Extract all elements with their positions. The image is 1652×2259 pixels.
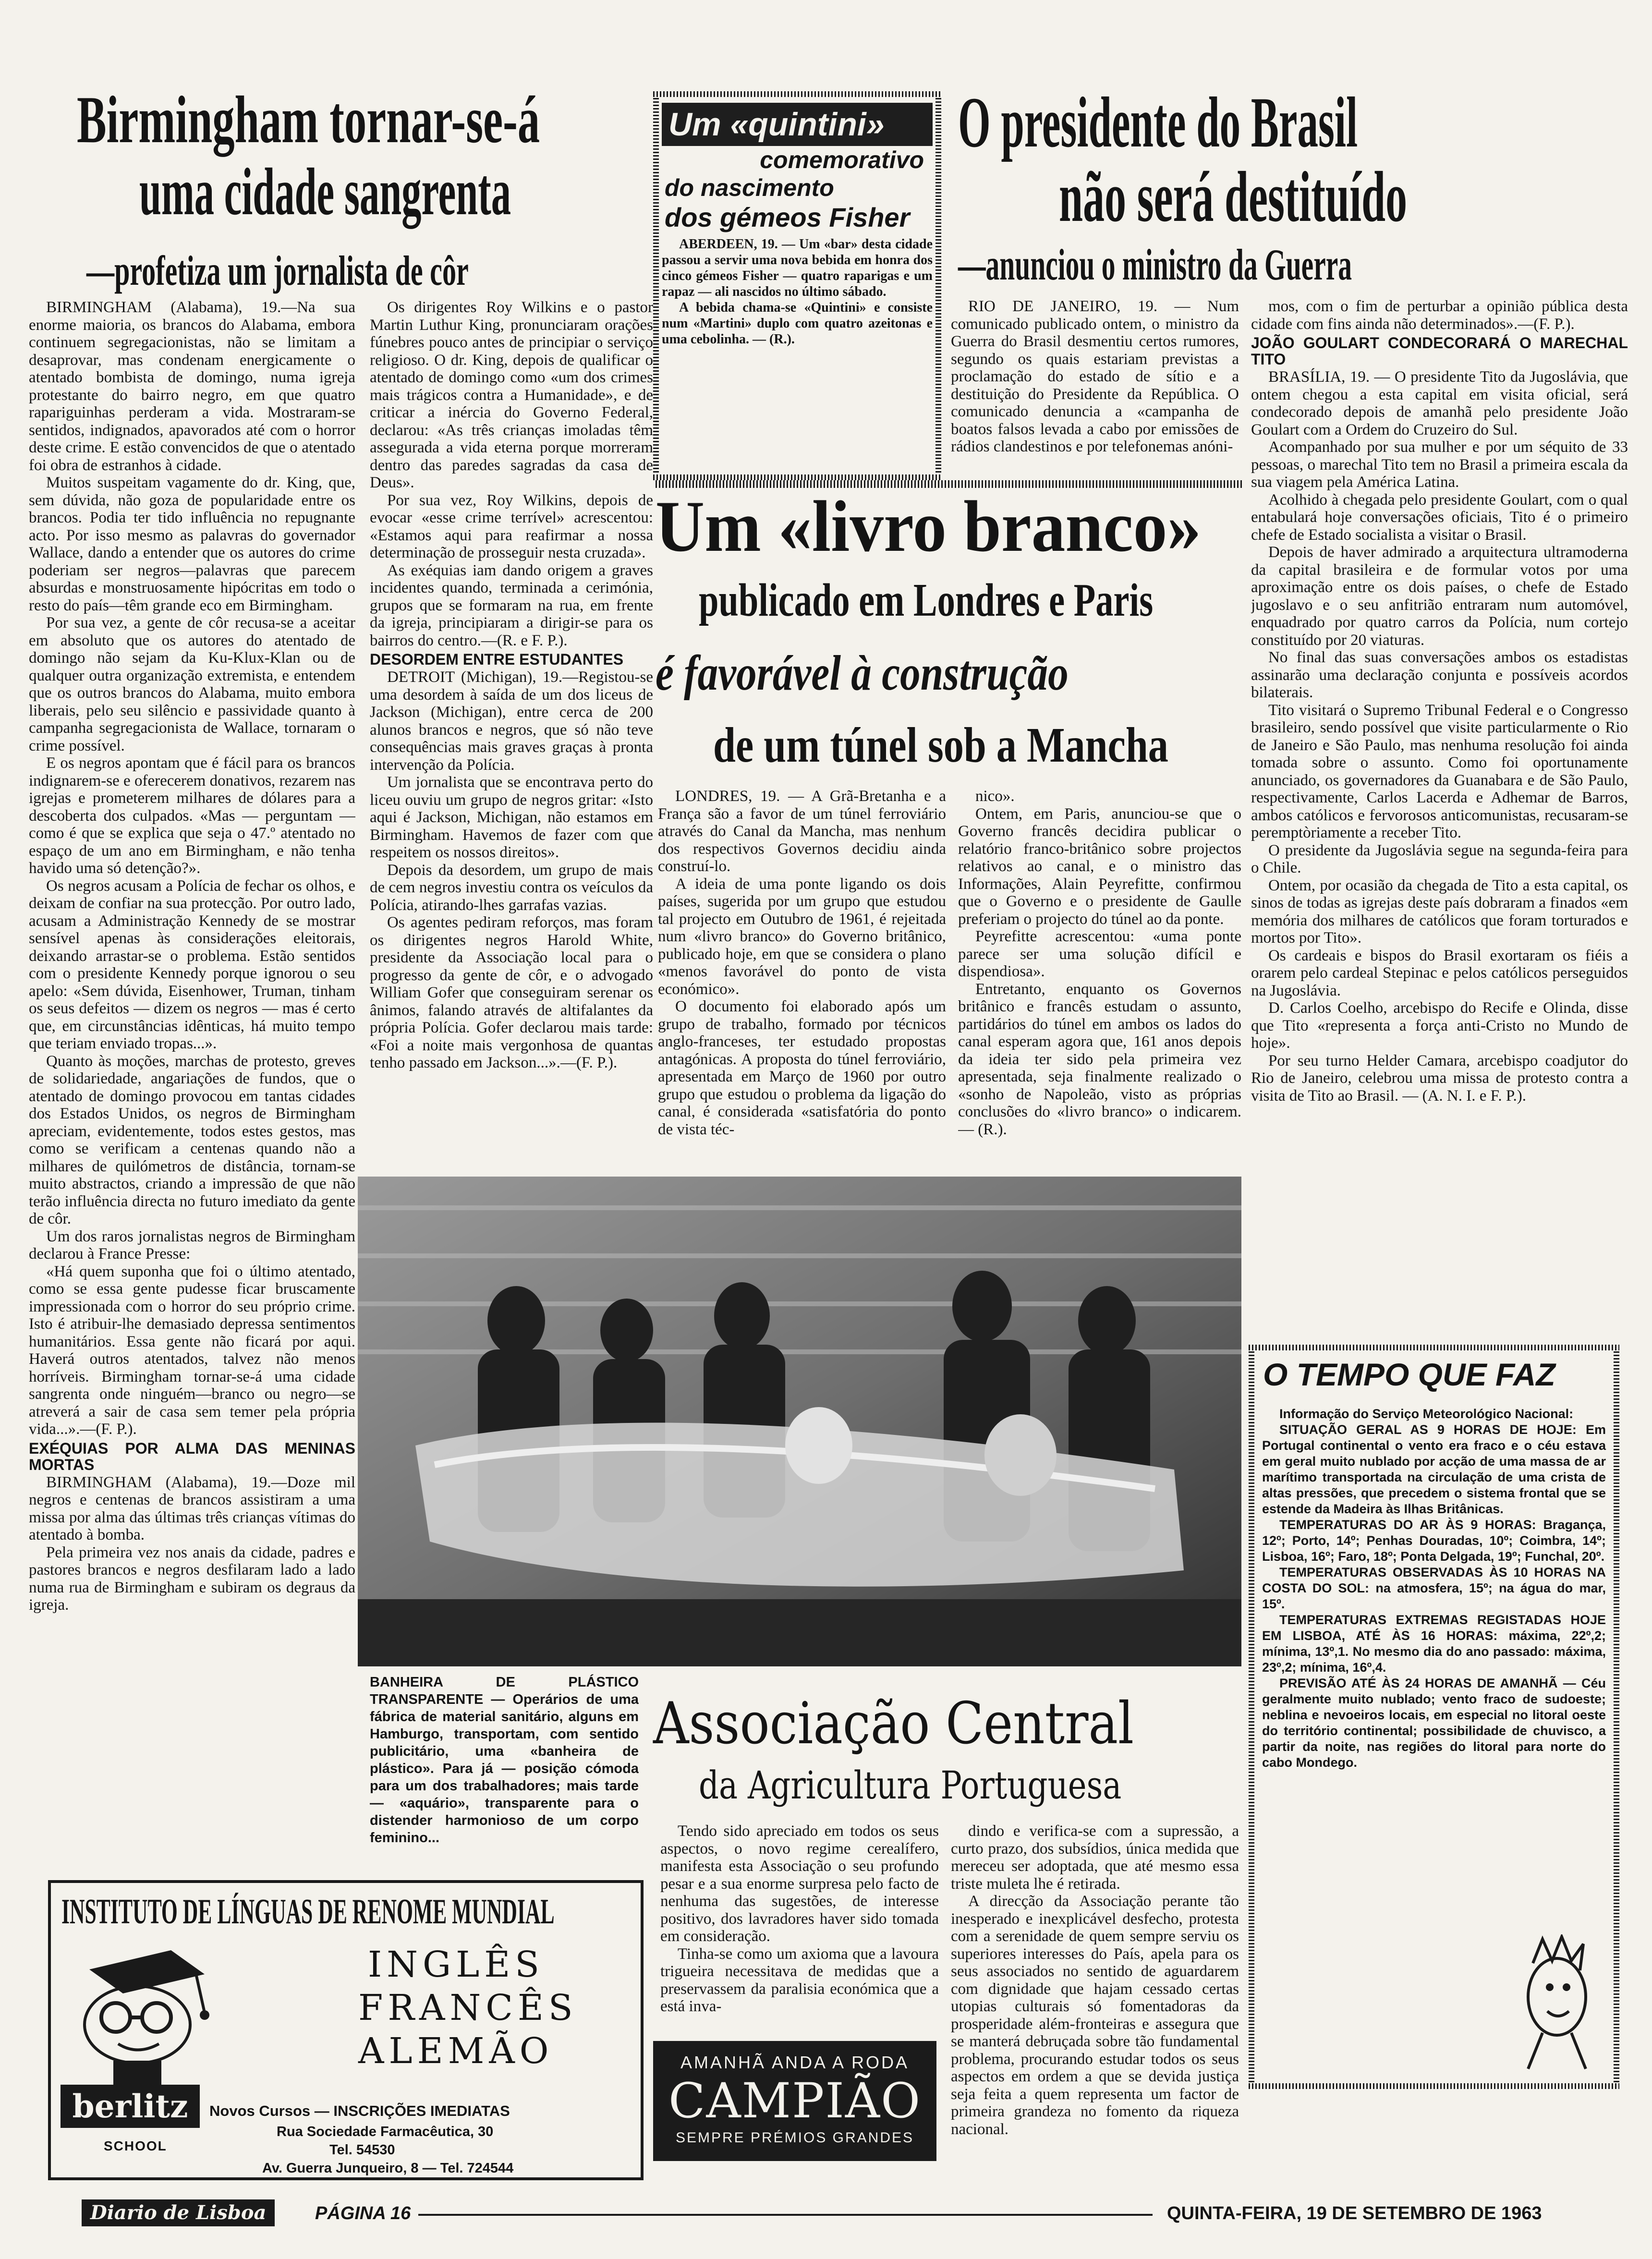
berlitz-phone-1: Tel. 54530 — [329, 2142, 395, 2158]
weather-costa-head: TEMPERATURAS OBSERVADAS ÀS 10 HORAS NA COSTA DO SOL: — [1262, 1565, 1606, 1595]
livro-column-1 — [658, 788, 946, 1172]
associacao-paragraph: Tendo sido apreciado em todos os seus aspectos, o novo regime cerealífero, manifesta esta Associação o seu profundo pesar e a sua enorme surpresa pelo facto de nenhuma das sugestões, de interesse positivo, dos lavradores haver sido tomada em consideração. — [660, 1822, 939, 1945]
brasil-headline — [958, 83, 1630, 298]
bathtub-photo — [358, 1177, 1241, 1666]
tito-paragraph: No final das suas conversações ambos os estadistas assinarão uma declaração conjunta e possíveis acordos bilaterais. — [1251, 649, 1628, 701]
tito-paragraph: O presidente da Jugoslávia segue na segunda-feira para o Chile. — [1251, 841, 1628, 876]
livro-paragraph: nico». — [975, 788, 1015, 805]
livro-headline-line2: publicado em Londres e Paris — [699, 574, 1154, 626]
tito-paragraph: Tito visitará o Supremo Tribunal Federal e o Congresso brasileiro, sendo possível que visite particularmente o Rio de Janeiro e São Paulo, mas nenhuma resolução foi ainda tomada sobre o assunto. Como foi oportunamente anunciado, os governadores da Guanabara e de São Paulo, respectivamente, Carlos Lacerda e Adhemar de Barros, ambos católicos e fervorosos anticomunistas, recusaram-se peremptòriamente a receber Tito. — [1251, 701, 1628, 841]
quintini-border-bottom — [653, 474, 941, 480]
livro-paragraph: LONDRES, 19. — A Grã-Bretanha e a França são a favor de um túnel ferroviário através do Canal da Mancha, mas nenhum dos respectivos Governos decidiu ainda construí-lo. — [658, 788, 946, 875]
birmingham-paragraph: «Há quem suponha que foi o último atentado, como se essa gente pudesse ficar bruscamente impressionada com o horror do seu próprio crime. Isto é atribuir-lhe demasiado depressa sentimentos humanitários. Essa gente não ficará por aqui. Haverá outros atentados, talvez não menos horríveis. Birmingham tornar-se-á uma cidade sangrenta onde ninguém—branco ou negro—se atreverá a sair de casa sem temer pela própria vida...».—(F. P.). — [29, 1263, 355, 1438]
desordem-paragraph: DETROIT (Michigan), 19.—Registou-se uma desordem à saída de um dos liceus de Jackson (Michigan), entre cerca de 200 alunos brancos e negros, que só não teve consequências mais graves graças à pronta intervenção da Polícia. — [370, 668, 653, 774]
quintini-subtitle-1: comemorativo — [760, 146, 924, 173]
weather-situation: Em Portugal continental o vento era fraco e o céu estava em geral muito nublado por acção de uma massa de ar marítimo transportada na circulação de uma crista de altas pressões, que precedem o sistema frontal que se estende da Madeira às Ilhas Britânicas. — [1262, 1422, 1606, 1516]
berlitz-ad — [48, 1880, 644, 2180]
footer-date: QUINTA-FEIRA, 19 DE SETEMBRO DE 1963 — [1162, 2202, 1547, 2225]
associacao-paragraph: dindo e verifica-se com a supressão, a curto prazo, dos subsídios, única medida que mereceu ser adoptada, que até mesmo essa triste muleta lhe é retirada. — [951, 1822, 1239, 1893]
weather-temp: Bragança, 12º; Porto, 14º; Penhas Douradas, 10º; Coimbra, 14º; Lisboa, 16º; Faro, 18º; Ponta Delgada, 19º; Funchal, 20º. — [1262, 1518, 1606, 1564]
berlitz-mascot-icon — [61, 1941, 214, 2085]
tito-paragraph: Depois de haver admirado a arquitectura ultramoderna da capital brasileira e de formular votos por uma aproximação entre os dois países, o chefe de Estado jugoslavo e o seu anfitrião entraram num automóvel, enquadrado por quatro carros da Polícia, num cortejo constituído por 20 viaturas. — [1251, 544, 1628, 649]
quintini-border-top — [653, 91, 941, 97]
livro-headline-line4: de um túnel sob a Mancha — [713, 717, 1168, 773]
tito-paragraph: Acolhido à chegada pelo presidente Goulart, com o qual entabulará hoje conversações oficiais, Tito é o primeiro chefe de Estado socialista a visitar o Brasil. — [1251, 491, 1628, 544]
weather-forecast: Céu geralmente muito nublado; vento fraco de sudoeste; neblina e nevoeiros locais, em especial no litoral oeste do território continental; possibilidade de chuvisco, a partir da noite, nas regiões do litoral para norte do cabo Mondego. — [1262, 1676, 1606, 1770]
campiao-top: AMANHÃ ANDA A RODA — [680, 2053, 910, 2072]
brasil-paragraph: RIO DE JANEIRO, 19. — Num comunicado publicado ontem, o ministro da Guerra do Brasil desmentiu certos rumores, segundo os quais estariam previstas a proclamação do estado de sítio e a destituição do Presidente da República. O comunicado denuncia a «campanha de boatos falsos levada a cabo por emissões de rádios clandestinos e por telefonemas anóni- — [951, 298, 1239, 455]
birmingham-column-2 — [370, 299, 653, 1216]
tito-paragraph: Acompanhado por sua mulher e por um séquito de 33 pessoas, o marechal Tito tem no Brasil a primeira escala da sua viagem pela América Latina. — [1251, 438, 1628, 491]
tito-paragraph: Os cardeais e bispos do Brasil exortaram os fiéis a orarem pelo cardeal Stepinac e pelos católicos perseguidos na Jugoslávia. — [1251, 947, 1628, 999]
footer-rule-right — [480, 2214, 1153, 2216]
berlitz-courses: Novos Cursos — INSCRIÇÕES IMEDIATAS — [209, 2102, 510, 2119]
birmingham-paragraph: BIRMINGHAM (Alabama), 19.—Na sua enorme maioria, os brancos do Alabama, embora continuem segregacionistas, não se limitam a desaprovar, mas condenam energicamente o atentado bombista de domingo, numa igreja protestante do bairro negro, em que quatro rapariguinhas perderam a vida. Mostraram-se sentidos, indignados, apavorados até com o horror deste crime. E estão convencidos de que o atentado foi obra de estranhos à cidade. — [29, 299, 355, 474]
associacao-paragraph: Tinha-se como um axioma que a lavoura trigueira necessitava de medidas que a preservassem da paralisia económica que a está inva- — [660, 1945, 939, 2015]
livro-headline-line3: é favorável à construção — [656, 645, 1069, 701]
weather-temp-head: TEMPERATURAS DO AR ÀS 9 HORAS: — [1279, 1518, 1536, 1532]
brasil-paragraph: mos, com o fim de perturbar a opinião pública desta cidade com fins ainda não determinados».—(F. P.). — [1251, 298, 1628, 333]
berlitz-school: SCHOOL — [104, 2138, 167, 2153]
associacao-paragraph: A direcção da Associação perante tão inesperado e inexplicável desfecho, protesta com a serenidade de quem sempre serviu os superiores interesses do País, apela para os seus associados no sentido de aguardarem com dignidade que hajam cessado certas utopias culturais só fomentadoras da prosperidade além-fronteiras e assegura que se manterá debruçada sobre tão fundamental problema, procurando estudar todos os seus aspectos em ordem a que se devida justiça seja feita a quem representa um factor de primeira grandeza no fomento da riqueza nacional. — [951, 1893, 1239, 2138]
weather-intro: Informação do Serviço Meteorológico Nacional: — [1279, 1407, 1574, 1421]
livro-headline-line1: Um «livro branco» — [656, 486, 1202, 567]
berlitz-address-2: Av. Guerra Junqueiro, 8 — Tel. 724544 — [262, 2161, 514, 2176]
livro-column-2 — [958, 788, 1241, 1172]
weather-box — [1258, 1354, 1610, 2079]
footer-page-number: PÁGINA 16 — [307, 2202, 418, 2225]
exequias-subhead: EXÉQUIAS POR ALMA DAS MENINAS MORTAS — [29, 1439, 355, 1473]
livro-paragraph: O documento foi elaborado após um grupo de trabalho, formado por técnicos anglo-franceses, ter estudado propostas antagónicas. A proposta do túnel ferroviário, apresentada em Março de 1960 por outro grupo que estudou o problema da ligação do canal, é considerada «satisfatória do ponto de vista téc- — [658, 998, 946, 1138]
birmingham-paragraph: Os negros acusam a Polícia de fechar os olhos, e deixam de confiar na sua protecção. Por outro lado, acusam a Administração Kennedy de se mostrar sensível apenas às considerações eleitorais, deixando arrastar-se o problema. Estão sentidos com o presidente Kennedy porque ignorou o seu apelo: «Sem dúvida, Eisenhower, Truman, tinham os seus defeitos — dizem os negros — mas é certo que, em circunstâncias idênticas, há muito tempo que teriam enviado tropas...». — [29, 877, 355, 1052]
tito-paragraph: Por seu turno Helder Camara, arcebispo coadjutor do Rio de Janeiro, celebrou uma missa de protesto contra a visita de Tito ao Brasil. — (A. N. I. e F. P.). — [1251, 1052, 1628, 1105]
associacao-headline-line1: Associação Central — [653, 1690, 1134, 1757]
weather-cartoon-icon — [1499, 1934, 1605, 2078]
weather-title: O TEMPO QUE FAZ — [1263, 1357, 1555, 1392]
quintini-subtitle-3: dos gémeos Fisher — [665, 202, 910, 232]
tempo-border-bottom — [1249, 2083, 1619, 2089]
brasil-headline-line2: não será destituído — [1059, 157, 1408, 237]
desordem-paragraph: Os agentes pediram reforços, mas foram os dirigentes negros Harold White, presidente da Associação local para o progresso da gente de côr, e o advogado William Gofer que conseguiram serenar os ânimos, falando através de altifalantes da própria Polícia. Gofer declarou mais tarde: «Foi a noite mais vergonhosa de quantas tenho passado em Jackson...».—(F. P.). — [370, 914, 653, 1071]
birmingham-paragraph: Um dos raros jornalistas negros de Birmingham declarou à France Presse: — [29, 1227, 355, 1263]
weather-forecast-head: PREVISÃO ATÉ ÀS 24 HORAS DE AMANHÃ — — [1279, 1676, 1576, 1690]
berlitz-title: INSTITUTO DE LÍNGUAS DE RENOME MUNDIAL — [61, 1892, 555, 1931]
desordem-paragraph: Um jornalista que se encontrava perto do liceu ouviu um grupo de negros gritar: «Isto aqui é Jackson, Michigan, não estamos em Birmingham. Havemos de fazer com que respeitem os nossos direitos». — [370, 774, 653, 861]
tempo-border-top — [1249, 1345, 1619, 1350]
photo-caption-text: — Operários de uma fábrica de material sanitário, alguns em Hamburgo, transportam, com sentido publicitário, uma «banheira de plástico». Para já — posição cómoda para um dos trabalhadores; mais tarde — «aquário», transparente para o distender harmonioso de um corpo feminino... — [370, 1692, 639, 1846]
quintini-title: Um «quintini» — [662, 103, 933, 146]
exequias-paragraph: Pela primeira vez nos anais da cidade, padres e pastores brancos e negros desfilaram lado a lado numa rua de Birmingham e subiram os degraus da igreja. — [29, 1543, 355, 1614]
birmingham-paragraph: Os dirigentes Roy Wilkins e o pastor Martin Luthur King, pronunciaram orações fúnebres pouco antes de principiar o serviço religioso. O dr. King, depois de qualificar o atentado de domingo como «um dos crimes mais trágicos contra a Humanidade», e de criticar a inércia do Governo Federal, declarou: «As três crianças imoladas têm assegurada a vida eterna porque morreram dentro das paredes sagradas da casa de Deus». — [370, 299, 653, 491]
bathtub-photo-image — [358, 1177, 1241, 1666]
livro-paragraph: Entretanto, enquanto os Governos britânico e francês estudam o assunto, partidários do túnel em ambos os lados do canal esperam agora que, 161 anos depois da ideia ter sido pela primeira vez apresentada, seja finalmente realizado o «sonho de Napoleão, visto as próprias conclusões do «livro branco» o indicarem. — (R.). — [958, 980, 1241, 1138]
associacao-column-2 — [951, 1822, 1239, 2207]
weather-extremes: máxima, 22º,2; mínima, 13º,1. No mesmo dia do ano passado: máxima, 23º,2; mínima, 16º,4. — [1262, 1628, 1606, 1675]
livro-paragraph: A ideia de uma ponte ligando os dois países, sugerida por um grupo que estudou tal projecto em Outubro de 1961, é rejeitada num «livro branco» do Governo britânico, publicado hoje, em que se considera o plano «menos favorável do ponto de vista económico». — [658, 875, 946, 998]
brasil-headline-line1: O presidente do Brasil — [958, 83, 1358, 162]
desordem-paragraph: Depois da desordem, um grupo de mais de cem negros investiu contra os veículos da Polícia, atirando-lhes garrafas vazias. — [370, 861, 653, 914]
tempo-border-right — [1614, 1345, 1619, 2089]
brasil-column-2 — [1251, 298, 1628, 1316]
livro-paragraph: Ontem, em Paris, anunciou-se que o Governo francês decidira publicar o relatório franco-britânico sobre projectos relativos ao canal, e o ministro das Informações, Alain Peyrefitte, confirmou que o Governo e o presidente de Gaulle preferiam o projecto do túnel ao da ponte. — [958, 805, 1241, 928]
photo-caption — [370, 1674, 639, 1861]
footer-masthead: Diario de Lisboa — [82, 2199, 275, 2226]
quintini-border-right — [935, 91, 941, 480]
birmingham-paragraph: As exéquias iam dando origem a graves incidentes quando, terminada a cerimónia, grupos que se formaram na rua, em frente da igreja, principiaram a dirigir-se para os bairros do centro.—(R. e F. P.). — [370, 561, 653, 649]
berlitz-address-1: Rua Sociedade Farmacêutica, 30 — [277, 2124, 494, 2139]
quintini-box — [662, 100, 933, 473]
weather-extremes-head: TEMPERATURAS EXTREMAS REGISTADAS HOJE EM LISBOA, ATÉ ÀS 16 HORAS: — [1262, 1613, 1606, 1643]
tempo-border-left — [1249, 1345, 1254, 2089]
brasil-column-1 — [951, 298, 1239, 471]
berlitz-lang-english: INGLÊS — [368, 1944, 544, 1985]
tito-subhead: JOÃO GOULART CONDECORARÁ O MARECHAL TITO — [1251, 334, 1628, 368]
birmingham-column-1 — [29, 299, 355, 1811]
berlitz-lang-german: ALEMÃO — [358, 2030, 554, 2072]
livro-paragraph: Peyrefitte acrescentou: «uma ponte parece ser uma solução difícil e dispendiosa». — [958, 928, 1241, 980]
weather-body — [1258, 1406, 1610, 2079]
exequias-paragraph: BIRMINGHAM (Alabama), 19.—Doze mil negros e centenas de brancos assistiram a uma missa por alma das últimas três crianças vítimas do atentado à bomba. — [29, 1473, 355, 1543]
berlitz-logo: berlitz — [61, 2085, 200, 2128]
campiao-ad — [653, 2041, 936, 2161]
photo-caption-head: BANHEIRA DE PLÁSTICO TRANSPARENTE — [370, 1675, 639, 1707]
quintini-paragraph: ABERDEEN, 19. — Um «bar» desta cidade passou a servir uma nova bebida em honra dos cinco gémeos Fisher — quatro raparigas e um rapaz — ali nascidos no último sábado. — [662, 237, 933, 299]
tito-paragraph: BRASÍLIA, 19. — O presidente Tito da Jugoslávia, que ontem chegou a esta capital em visita oficial, será condecorado depois de amanhã pelo presidente João Goulart com a Ordem do Cruzeiro do Sul. — [1251, 368, 1628, 438]
birmingham-subhead: —profetiza um jornalista de côr — [86, 248, 469, 294]
brasil-subhead: —anunciou o ministro da Guerra — [958, 240, 1352, 289]
tito-paragraph: Ontem, por ocasião da chegada de Tito a esta capital, os sinos de todas as igrejas deste país dobraram a finados «em memória dos milhares de católicos que foram torturados e mortos por Tito». — [1251, 876, 1628, 947]
tito-paragraph: D. Carlos Coelho, arcebispo do Recife e Olinda, disse que Tito «representa a força anti-Cristo no Mundo de hoje». — [1251, 999, 1628, 1052]
weather-situation-head: SITUAÇÃO GERAL AS 9 HORAS DE HOJE: — [1279, 1422, 1577, 1437]
campiao-name: CAMPIÃO — [668, 2073, 922, 2129]
weather-costa: na atmosfera, 15º; na água do mar, 15º. — [1262, 1581, 1606, 1611]
associacao-headline-line2: da Agricultura Portuguesa — [699, 1763, 1122, 1808]
birmingham-headline — [19, 83, 571, 294]
birmingham-paragraph: Quanto às moções, marchas de protesto, greves de solidariedade, angariações de fundos, que o atentado de domingo provocou em tantas cidades dos Estados Unidos, os negros de Birmingham apreciam, evidentemente, todos estes gestos, mas como se verificam a centenas quando não a milhares de quilómetros de distância, tornam-se muito abstractos, criando a impressão de que não terão influência directa no futuro imediato da gente de côr. — [29, 1052, 355, 1227]
campiao-bottom: SEMPRE PRÉMIOS GRANDES — [675, 2130, 914, 2146]
quintini-border-left — [653, 91, 659, 480]
desordem-subhead: DESORDEM ENTRE ESTUDANTES — [370, 651, 624, 668]
birmingham-headline-line1: Birmingham tornar-se-á — [77, 83, 540, 157]
birmingham-paragraph: E os negros apontam que é fácil para os brancos indignarem-se e oferecerem donativos, rezarem nas igrejas e prometerem milhares de dólares para a descoberta dos culpados. «Mas — perguntam — como é que se explica que seja o 47.º atentado no espaço de um ano em Birmingham, e não tenha havido uma só detenção?». — [29, 754, 355, 877]
quintini-body — [662, 236, 933, 347]
birmingham-headline-line2: uma cidade sangrenta — [139, 155, 511, 229]
berlitz-lang-french: FRANCÊS — [358, 1987, 578, 2028]
birmingham-paragraph: Por sua vez, Roy Wilkins, depois de evocar «esse crime terrível» acrescentou: «Estamos aqui para reafirmar a nossa determinação de prosseguir nesta cruzada». — [370, 491, 653, 561]
quintini-subtitle-2: do nascimento — [665, 174, 834, 201]
associacao-headline — [653, 1690, 1244, 1815]
quintini-paragraph: A bebida chama-se «Quintini» e consiste num «Martini» duplo com quatro azeitonas e uma cebolinha. — (R.). — [662, 300, 933, 347]
livro-headline — [656, 485, 1246, 783]
birmingham-paragraph: Por sua vez, a gente de côr recusa-se a aceitar em absoluto que os autores do atentado de domingo não sejam da Ku-Klux-Klan ou de qualquer outra organização extremista, e entendem que os outros brancos do Alabama, muito embora liberais, pelo seu silêncio e passividade quanto à campanha segregacionista de Wallace, tornaram o crime possível. — [29, 614, 355, 754]
birmingham-paragraph: Muitos suspeitam vagamente do dr. King, que, sem dúvida, não goza de popularidade entre os brancos. Podia ter tido influência no repugnante acto. Por isso mesmo as palavras do governador Wallace, dando a entender que os autores do crime poderiam ser negros—palavras que parecem absurdas e monstruosamente hipócritas em todo o resto do país—têm grande eco em Birmingham. — [29, 474, 355, 614]
associacao-column-1 — [660, 1822, 939, 2034]
